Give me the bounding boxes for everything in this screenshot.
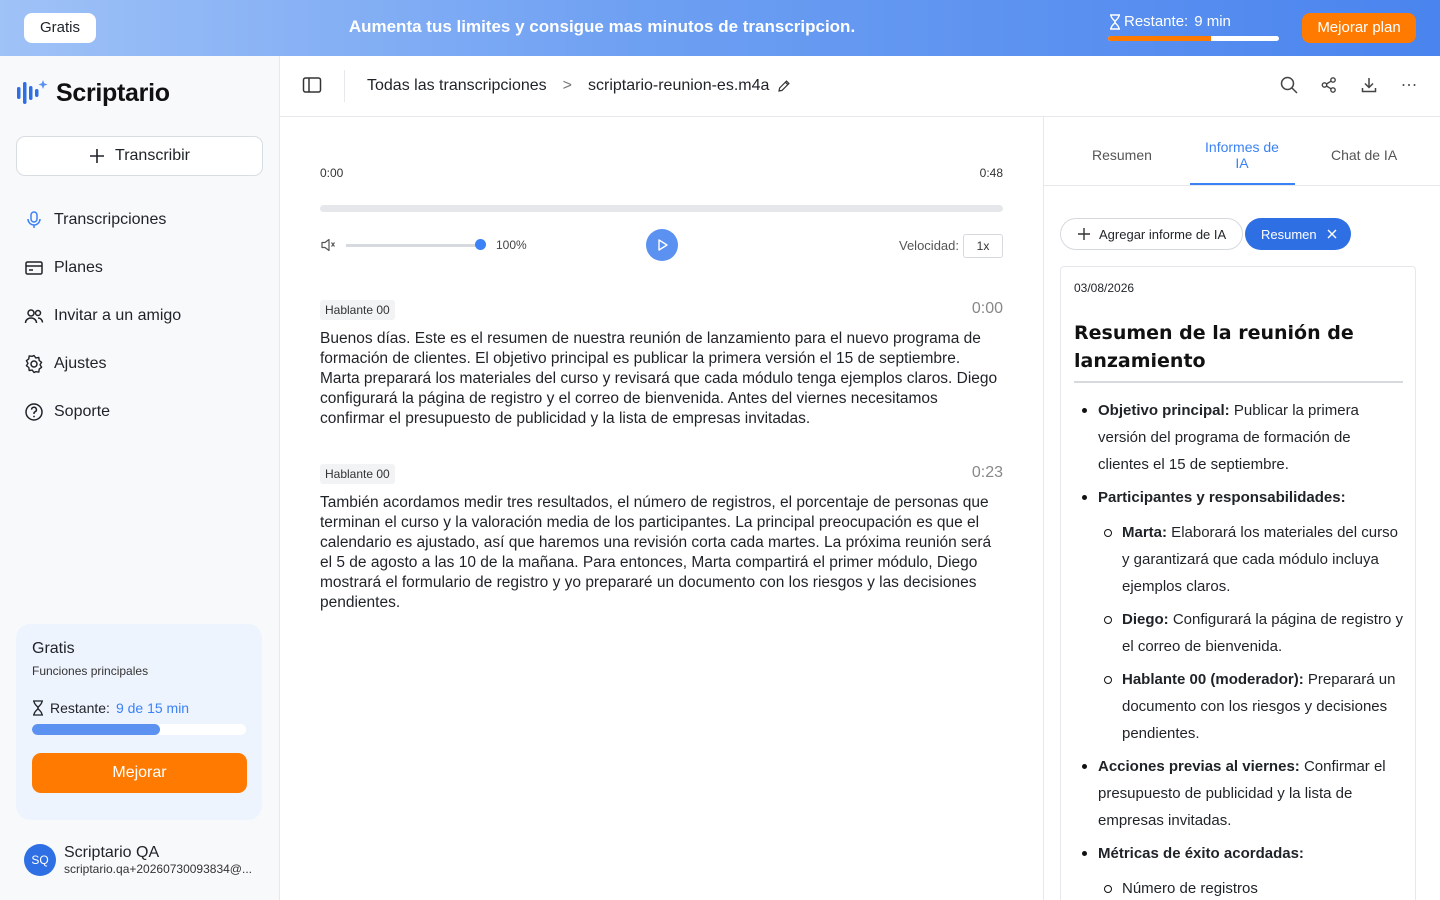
report-sublist — [1098, 519, 1403, 747]
report-item — [1074, 397, 1403, 478]
report-item — [1074, 840, 1403, 900]
users-icon — [24, 306, 44, 326]
add-ai-report-label: Agregar informe de IA — [1099, 226, 1227, 242]
sidebar-item-label: Soporte — [54, 403, 111, 420]
report-sublist — [1098, 875, 1403, 900]
report-item-text: Publicar la primera versión del programa de formación de clientes el 15 de septiembre. — [1098, 402, 1359, 473]
close-icon[interactable] — [1327, 229, 1337, 239]
speaker-tag[interactable]: Hablante 00 — [320, 300, 395, 320]
transcribe-label: Transcribir — [115, 147, 190, 164]
volume-value: 100% — [496, 238, 527, 252]
report-item-text: Confirmar el presupuesto de publicidad y la lista de empresas invitadas. — [1098, 758, 1386, 829]
report-subitem-heading: Hablante 00 (moderador): — [1122, 671, 1304, 688]
plus-icon — [1077, 227, 1091, 241]
time-current: 0:00 — [320, 166, 344, 180]
plan-name: Gratis — [32, 640, 75, 657]
report-chip-label: Resumen — [1261, 226, 1317, 242]
volume-slider[interactable] — [346, 244, 480, 247]
user-profile[interactable] — [24, 844, 254, 876]
report-subitem-heading: Diego: — [1122, 611, 1169, 628]
transcript-segment — [320, 300, 1003, 429]
report-item-heading: Acciones previas al viernes: — [1098, 758, 1300, 775]
microphone-icon — [24, 210, 44, 230]
card-icon — [24, 258, 44, 278]
logo[interactable] — [16, 78, 170, 108]
active-tab-indicator — [1190, 183, 1295, 185]
report-subitem-text: Elaborará los materiales del curso y garantizará que cada módulo incluya ejemplos claros. — [1122, 524, 1398, 595]
sidebar-item-soporte[interactable] — [16, 388, 263, 436]
speed-select[interactable]: 1x — [963, 234, 1003, 258]
user-email: scriptario.qa+20260730093834@... — [64, 862, 252, 876]
upgrade-plan-button[interactable]: Mejorar plan — [1302, 13, 1416, 43]
segment-timestamp[interactable]: 0:00 — [971, 300, 1003, 317]
volume-handle[interactable] — [475, 239, 486, 250]
breadcrumb-root[interactable]: Todas las transcripciones — [367, 77, 547, 94]
download-icon[interactable] — [1360, 76, 1378, 94]
banner-remaining-label: Restante: — [1124, 13, 1189, 30]
transcript-pane — [280, 117, 1044, 900]
volume-icon[interactable] — [320, 237, 336, 253]
tab-ai-chat[interactable]: Chat de IA — [1331, 147, 1398, 163]
sidebar-item-planes[interactable] — [16, 244, 263, 292]
sidebar — [0, 56, 280, 900]
breadcrumb-separator: > — [562, 77, 572, 94]
play-icon — [655, 238, 669, 252]
sidebar-item-transcripciones[interactable] — [16, 196, 263, 244]
report-list — [1074, 397, 1403, 900]
transcript-segment — [320, 464, 1003, 613]
report-subitem-text: Configurará la página de registro y el correo de bienvenida. — [1122, 611, 1403, 655]
upgrade-button[interactable]: Mejorar — [32, 753, 247, 793]
segment-timestamp[interactable]: 0:23 — [971, 464, 1003, 481]
report-item-heading: Métricas de éxito acordadas: — [1098, 845, 1304, 862]
header-actions — [1280, 76, 1418, 94]
time-total: 0:48 — [979, 166, 1003, 180]
sidebar-item-label: Planes — [54, 259, 103, 276]
plan-subtitle: Funciones principales — [32, 664, 149, 678]
banner-progress-fill — [1108, 36, 1211, 41]
add-ai-report-button[interactable] — [1060, 218, 1243, 250]
sidebar-item-invitar[interactable] — [16, 292, 263, 340]
plan-badge: Gratis — [24, 13, 96, 43]
hourglass-icon — [32, 700, 44, 716]
report-chip-summary[interactable] — [1245, 218, 1351, 250]
sidebar-nav — [16, 196, 263, 436]
plan-card — [16, 624, 262, 820]
help-icon — [24, 402, 44, 422]
banner-remaining-value: 9 min — [1194, 13, 1231, 30]
segment-text: También acordamos medir tres resultados, el número de registros, el porcentaje de personas que terminan el curso y la valoración media de los participantes. La principal preocupación es que el calendario es ajustado, así que haremos una revisión corta cada martes. La próxima reunión será el 5 de agosto a las 10 de la mañana. Para entonces, Marta compartirá el primer módulo, Diego mostrará el formulario de registro y yo prepararé un documento con los riesgos y las decisiones pendientes. — [320, 494, 992, 611]
share-icon[interactable] — [1320, 76, 1338, 94]
report-subitem — [1098, 606, 1403, 660]
report-item-heading: Objetivo principal: — [1098, 402, 1230, 419]
report-subitem-text: Número de registros — [1122, 880, 1258, 897]
banner-remaining — [1108, 13, 1231, 30]
report-subitem-heading: Marta: — [1122, 524, 1168, 541]
banner-message: Aumenta tus limites y consigue mas minutos de transcripcion. — [348, 17, 856, 36]
edit-icon[interactable] — [777, 79, 791, 93]
report-title: Resumen de la reunión de lanzamiento — [1074, 319, 1403, 383]
ai-report — [1060, 266, 1416, 900]
speaker-tag[interactable]: Hablante 00 — [320, 464, 395, 484]
transcribe-button[interactable] — [16, 136, 263, 176]
more-icon[interactable] — [1400, 76, 1418, 94]
report-subitem-text: Preparará un documento con los riesgos y decisiones pendientes. — [1122, 671, 1396, 742]
sidebar-item-label: Ajustes — [54, 355, 107, 372]
panel-tabs — [1044, 117, 1440, 186]
upgrade-banner — [0, 0, 1440, 56]
plan-remaining-label: Restante: — [50, 700, 110, 716]
header — [280, 56, 1440, 117]
audio-scrubber[interactable] — [320, 205, 1003, 212]
report-subitem — [1098, 519, 1403, 600]
sidebar-item-label: Invitar a un amigo — [54, 307, 182, 324]
gear-icon — [24, 354, 44, 374]
avatar: SQ — [24, 844, 56, 876]
plan-remaining — [32, 700, 246, 716]
play-button[interactable] — [646, 229, 678, 261]
logo-waveform-icon — [16, 78, 48, 108]
sidebar-toggle-icon[interactable] — [302, 76, 322, 94]
logo-text: Scriptario — [56, 78, 170, 107]
segment-text: Buenos días. Este es el resumen de nuestra reunión de lanzamiento para el nuevo programa de formación de clientes. El objetivo principal es publicar la primera versión el 15 de septiembre. Marta preparará los materiales del curso y revisará que cada módulo tenga ejemplos claros. Diego configurará la página de registro y el correo de bienvenida. Antes del viernes necesitamos confirmar el presupuesto de publicidad y la lista de empresas invitadas. — [320, 330, 998, 427]
report-subitem — [1098, 875, 1403, 900]
speed-label: Velocidad: — [899, 238, 959, 253]
plus-icon — [89, 148, 105, 164]
breadcrumb-file-name: scriptario-reunion-es.m4a — [587, 77, 770, 94]
report-subitem — [1098, 666, 1403, 747]
tab-ai-reports[interactable]: Informes de IA — [1205, 139, 1279, 171]
sidebar-item-label: Transcripciones — [54, 211, 167, 228]
breadcrumb — [367, 77, 791, 95]
report-date: 03/08/2026 — [1074, 281, 1135, 295]
ai-panel — [1044, 117, 1440, 900]
plan-progress-bar — [32, 724, 246, 735]
plan-remaining-value: 9 de 15 min — [115, 700, 190, 716]
divider — [344, 70, 345, 102]
user-name: Scriptario QA — [64, 844, 160, 861]
banner-progress-bar — [1108, 36, 1279, 41]
volume-fill — [346, 244, 480, 247]
sidebar-item-ajustes[interactable] — [16, 340, 263, 388]
hourglass-icon — [1108, 14, 1122, 30]
report-item-heading: Participantes y responsabilidades: — [1098, 489, 1346, 506]
plan-progress-fill — [32, 724, 160, 735]
search-icon[interactable] — [1280, 76, 1298, 94]
report-item — [1074, 753, 1403, 834]
tab-summary[interactable]: Resumen — [1092, 147, 1152, 163]
report-item — [1074, 484, 1403, 747]
